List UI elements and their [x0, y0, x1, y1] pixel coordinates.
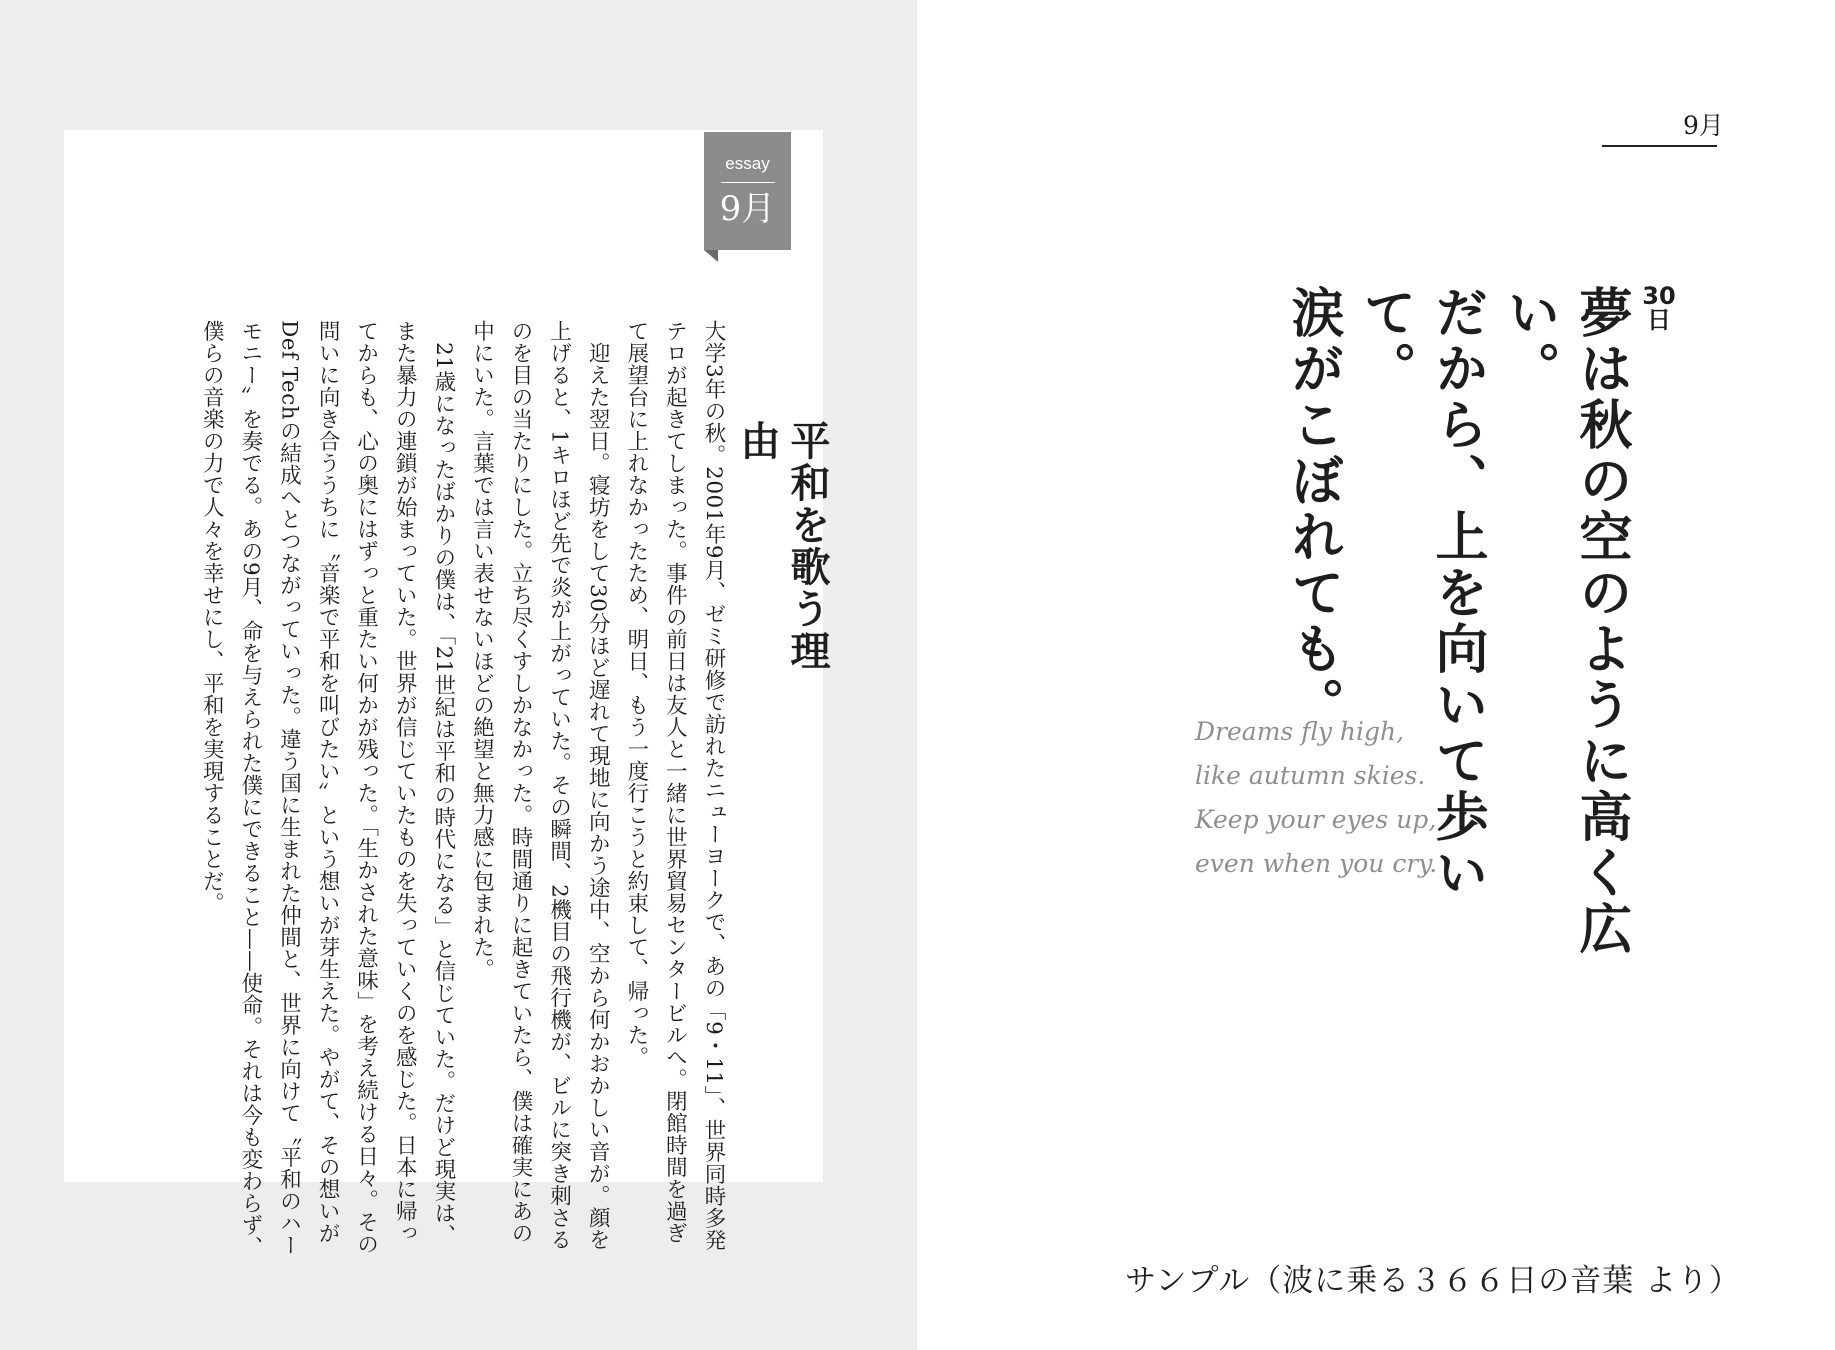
english-line-4: even when you cry. [1195, 849, 1438, 878]
essay-paragraph-1: 大学3年の秋。2001年9月、ゼミ研修で訪れたニューヨークで、あの「9・11」、世界同時多発テロが起きてしまった。事件の前日は友人と一緒に世界貿易センタービルへ。閉館時間を過ぎて展望台に上れなかったため、明日、もう一度行こうと約束して、帰った。 [623, 320, 726, 1251]
day-unit: 日 [1647, 306, 1671, 334]
month-rule [1602, 145, 1717, 147]
essay-tab [704, 132, 791, 250]
essay-card [64, 130, 831, 1259]
essay-title: 平和を歌う理由 [734, 420, 831, 672]
essay-tab-divider [721, 182, 775, 183]
quote-line-1: 夢は秋の空のように高く広い。 [1499, 285, 1633, 957]
essay-paragraph-3: 21歳になったばかりの僕は、「21世紀は平和の時代になる」と信じていた。だけど現実は、また暴力の連鎖が始まっていた。世界が信じていたものを失っていくのを感じた。日本に帰ってからも、心の奥にはずっと重たい何かが残った。「生かされた意味」を考え続ける日々。その問いに向き合ううちに〝音楽で平和を叫びたい〟という想いが芽生えた。やがて、その想いがDef Techの結成へとつながっていった。違う国に生まれた仲間と、世界に向けて〝平和のハーモニー〟を奏でる。あの9月、命を与えられた僕にできること——使命。それは今も変わらず、僕らの音楽の力で人々を幸せにし、平和を実現することだ。 [199, 320, 456, 1259]
english-line-1: Dreams fly high, [1195, 717, 1405, 746]
sample-caption: サンプル（波に乗る３６６日の音葉 より） [1125, 1263, 1742, 1299]
month-header: 9月 [1683, 111, 1724, 140]
left-page [0, 0, 917, 1350]
day-number-value: 30 [1642, 282, 1676, 310]
essay-tab-month: 9月 [719, 189, 776, 229]
quote-line-3: 涙がこぼれても。 [1283, 285, 1345, 733]
quote-line-2: だから、上を向いて歩いて。 [1355, 285, 1489, 901]
essay-paragraph-2: 迎えた翌日。寝坊をして30分ほど遅れて現地に向かう途中、空から何かおかしい音が。顔を上げると、1キロほど先で炎が上がっていた。その瞬間、2機目の飛行機が、ビルに突き刺さるのを目の当たりにした。立ち尽くすしかなかった。時間通りに起きていたら、僕は確実にあの中にいた。言葉では言い表せないほどの絶望と無力感に包まれた。 [469, 320, 611, 1251]
day-number [1637, 284, 1681, 332]
essay-tab-fold [704, 250, 718, 262]
english-line-2: like autumn skies. [1195, 761, 1426, 790]
essay-tab-label: essay [725, 154, 770, 173]
english-quote [1195, 710, 1455, 886]
essay-body [184, 320, 732, 1260]
english-line-3: Keep your eyes up, [1195, 805, 1437, 834]
